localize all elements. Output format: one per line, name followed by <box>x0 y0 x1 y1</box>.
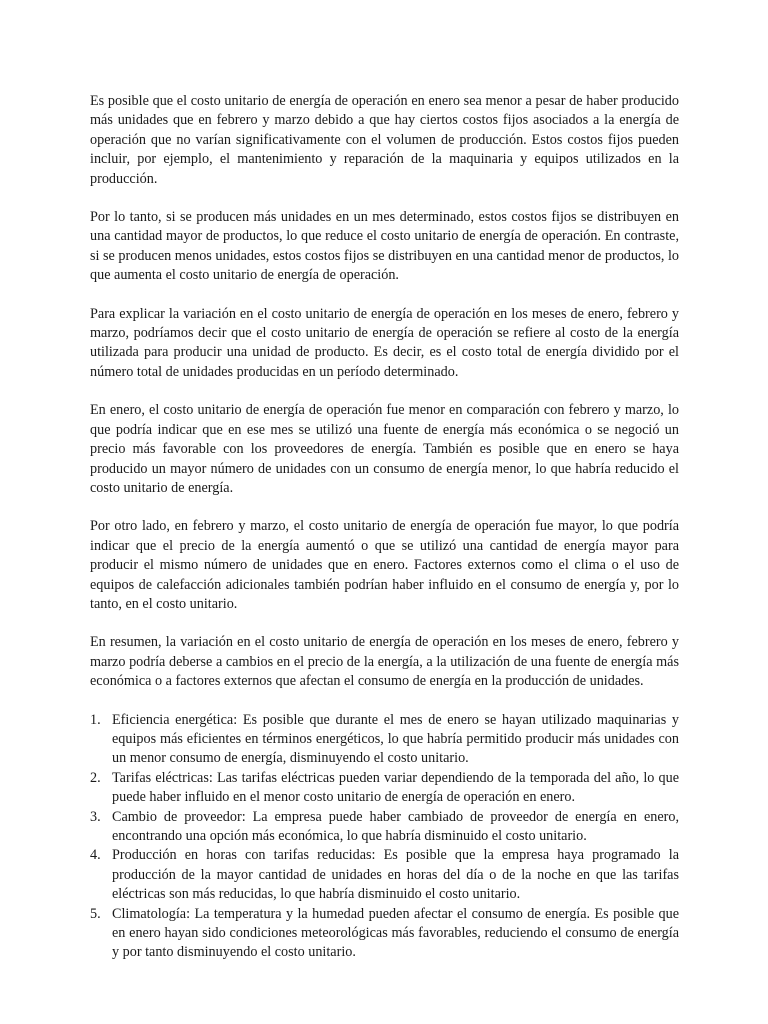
paragraph-january: En enero, el costo unitario de energía de operación fue menor en comparación con febrero y marzo, lo que podría indicar que en ese mes se utilizó una fuente de energía más económica o se negoció un precio más favorable con los proveedores de energía. También es posible que en enero se haya producido un mayor número de unidades con un consumo de energía menor, lo que habría reducido el costo unitario de energía. <box>90 402 679 496</box>
list-number: 3. <box>90 808 101 825</box>
paragraph-fixed-costs: Es posible que el costo unitario de energía de operación en enero sea menor a pesar de haber producido más unidades que en febrero y marzo debido a que hay ciertos costos fijos asociados a la energía de operación que no varían significativamente con el volumen de producción. Estos costos fijos pueden incluir, por ejemplo, el mantenimiento y reparación de la maquinaria y equipos utilizados en la producción. <box>90 93 679 187</box>
paragraph-february-march: Por otro lado, en febrero y marzo, el costo unitario de energía de operación fue mayor, lo que podría indicar que el precio de la energía aumentó o que se utilizó una cantidad de energía mayor para producir el mismo número de unidades que en enero. Factores externos como el clima o el uso de equipos de calefacción adicionales también podrían haber influido en el consumo de energía y, por lo tanto, en el costo unitario. <box>90 518 679 612</box>
list-item <box>90 846 679 904</box>
list-item-text: Eficiencia energética: Es posible que durante el mes de enero se hayan utilizado maquinarias y equipos más eficientes en términos energéticos, lo que habría permitido producir más unidades con un menor consumo de energía, disminuyendo el costo unitario. <box>112 711 679 767</box>
paragraph-distribution: Por lo tanto, si se producen más unidades en un mes determinado, estos costos fijos se distribuyen en una cantidad mayor de productos, lo que reduce el costo unitario de energía de operación. En contraste, si se producen menos unidades, estos costos fijos se distribuyen en una cantidad menor de productos, lo que aumenta el costo unitario de energía de operación. <box>90 209 679 284</box>
document-page <box>90 92 679 963</box>
list-item <box>90 711 679 769</box>
list-item-text: Tarifas eléctricas: Las tarifas eléctricas pueden variar dependiendo de la temporada del año, lo que puede haber influido en el menor costo unitario de energía de operación en enero. <box>112 769 679 806</box>
list-number: 5. <box>90 905 101 922</box>
list-item-text: Climatología: La temperatura y la humedad pueden afectar el consumo de energía. Es posible que en enero hayan sido condiciones meteorológicas más favorables, reduciendo el consumo de energía y por tanto disminuyendo el costo unitario. <box>112 905 679 961</box>
paragraph-definition: Para explicar la variación en el costo unitario de energía de operación en los meses de enero, febrero y marzo, podríamos decir que el costo unitario de energía de operación se refiere al costo de la energía utilizada para producir una unidad de producto. Es decir, es el costo total de energía dividido por el número total de unidades producidas en un período determinado. <box>90 305 679 380</box>
list-number: 2. <box>90 769 101 786</box>
list-item-text: Producción en horas con tarifas reducidas: Es posible que la empresa haya programado la producción de la mayor cantidad de unidades en horas del día o de la noche en que las tarifas eléctricas son más reducidas, lo que habría disminuido el costo unitario. <box>112 847 679 903</box>
list-item <box>90 808 679 847</box>
list-item <box>90 905 679 963</box>
list-number: 4. <box>90 847 101 864</box>
list-item-text: Cambio de proveedor: La empresa puede haber cambiado de proveedor de energía en enero, encontrando una opción más económica, lo que habría disminuido el costo unitario. <box>112 808 679 844</box>
numbered-list <box>90 711 679 963</box>
paragraph-summary: En resumen, la variación en el costo unitario de energía de operación en los meses de enero, febrero y marzo podría deberse a cambios en el precio de la energía, a la utilización de una fuente de energía más económica o a factores externos que afectan el consumo de energía en la producción de unidades. <box>90 634 679 690</box>
list-number: 1. <box>90 711 101 728</box>
list-item <box>90 769 679 808</box>
